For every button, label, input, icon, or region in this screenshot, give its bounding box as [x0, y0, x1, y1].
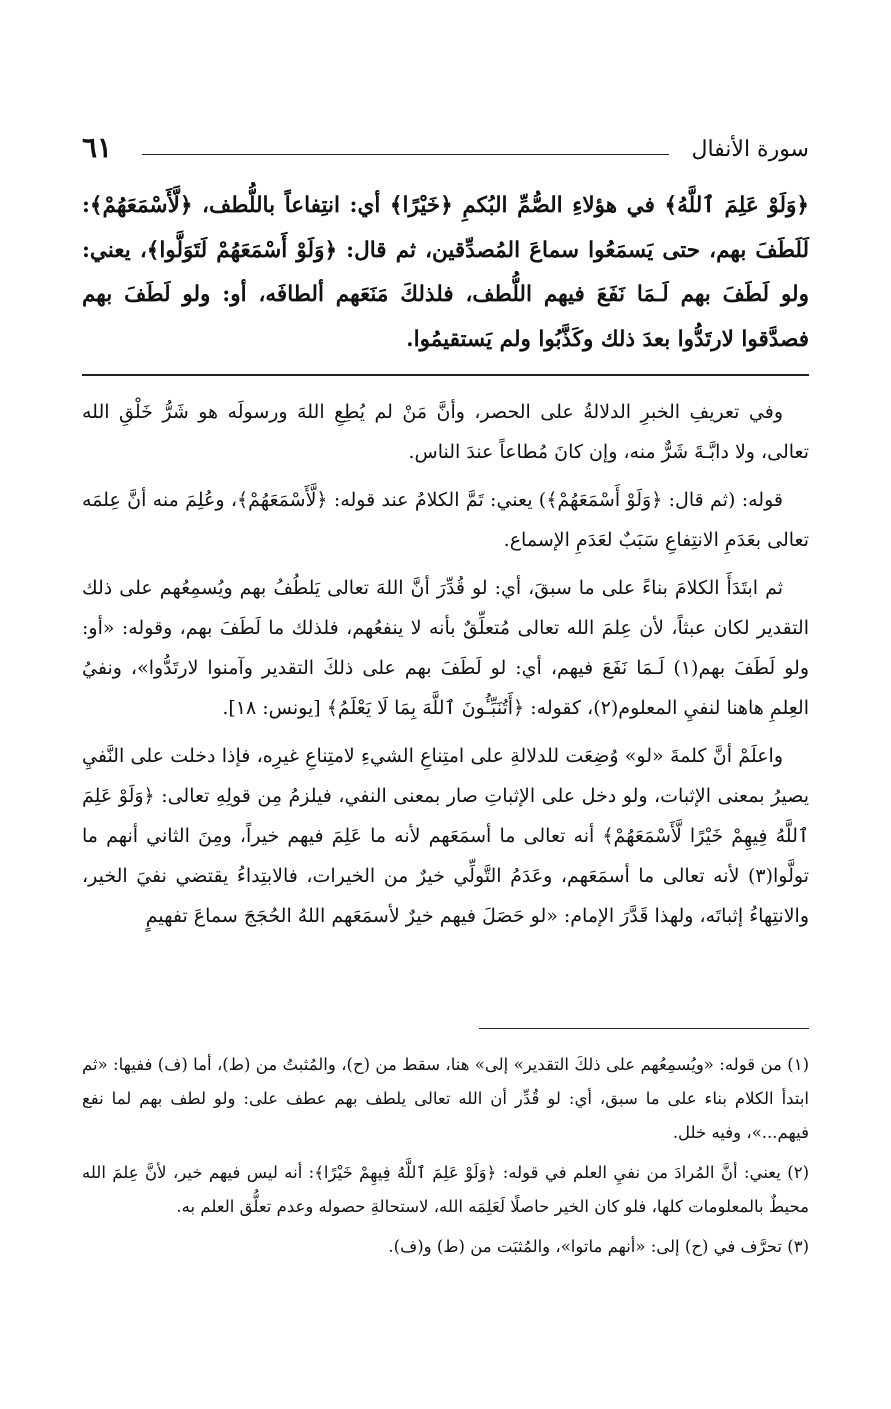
tafsir-text: ﴿وَلَوْ عَلِمَ ٱللَّهُ﴾ في هؤلاءِ الصُّمِّ البُكمِ ﴿خَيْرًا﴾ أي: انتِفاعاً باللُّطف، ﴿لَّأَسْمَعَهُمْ﴾: لَلَطَفَ بهم، حتى يَسمَعُوا سماعَ المُصدِّقين، ثم قال: ﴿وَلَوْ أَسْمَعَهُمْ لَتَوَلَّوا﴾، يعني: ولو لَطَفَ بهم لَـمَا نَفَعَ فيهم اللُّطف، فلذلكَ مَنَعَهم ألطافَه، أو: ولو لَطَفَ بهم فصدَّقوا لارتَدُّوا بعدَ ذلك وكَذَّبُوا ولم يَستقيمُوا. — [82, 193, 809, 352]
commentary-paragraph: ثم ابتَدَأَ الكلامَ بناءً على ما سبقَ، أي: لو قُدِّرَ أنَّ اللهَ تعالى يَلطُفُ بهم ويُسمِعُهم على ذلك التقدير لكان عبثاً، لأن عِلمَ الله تعالى مُتعلِّقٌ بأنه لا ينفعُهم، فلذلك ما لَطَفَ بهم، وقوله: «أو: ولو لَطَفَ بهم(١) لَـمَا نَفَعَ فيهم، أي: لو لَطَفَ بهم على ذلكَ التقدير وآمنوا لارتَدُّوا»، ونفيُ العِلمِ هاهنا لنفيِ المعلوم(٢)، كقوله: ﴿أَتُنَبِّـُٔونَ ٱللَّهَ بِمَا لَا يَعْلَمُ﴾ [يونس: ١٨]. — [82, 577, 809, 719]
footnote-3: (٣) تحرَّف في (ح) إلى: «أنهم ماتوا»، والمُثبَت من (ط) و(ف). — [388, 1237, 809, 1256]
header-rule — [142, 154, 669, 155]
commentary-paragraph: قوله: (ثم قال: ﴿وَلَوْ أَسْمَعَهُمْ﴾) يعني: تَمَّ الكلامُ عند قوله: ﴿لَّأَسْمَعَهُمْ﴾، وعُلِمَ منه أنَّ عِلمَه تعالى بعَدَمِ الانتِفاعِ سَبَبٌ لعَدَمِ الإسماع. — [82, 489, 809, 551]
footnotes — [82, 1048, 809, 1270]
commentary-paragraph: وفي تعريفِ الخبرِ الدلالةُ على الحصر، وأنَّ مَنْ لم يُطِعِ اللهَ ورسولَه هو شَرُّ خَلْقِ الله تعالى، ولا دابَّـةَ شَرٌّ منه، وإن كانَ مُطاعاً عندَ الناس. — [82, 401, 809, 463]
footnote-divider — [479, 1028, 809, 1029]
surah-title: سورة الأنفال — [691, 137, 809, 162]
footnote-2: (٢) يعني: أنَّ المُرادَ من نفيِ العلم في قوله: ﴿وَلَوْ عَلِمَ ٱللَّهُ فِيهِمْ خَيْرًا﴾: أنه ليس فيهم خير، لأنَّ عِلمَ الله محيطٌ بالمعلومات كلها، فلو كان الخير حاصلًا لَعَلِمَه الله، لاستحالةِ حصوله وعدم تعلُّق العلم به. — [82, 1163, 809, 1216]
commentary-paragraph: واعلَمْ أنَّ كلمةَ «لو» وُضِعَت للدلالةِ على امتِناعِ الشيءِ لامتِناعِ غيرِه، فإذا دخلت على النَّفيِ يصيرُ بمعنى الإثبات، ولو دخل على الإثباتِ صار بمعنى النفي، فيلزمُ مِن قولِهِ تعالى: ﴿وَلَوْ عَلِمَ ٱللَّهُ فِيهِمْ خَيْرًا لَّأَسْمَعَهُمْ﴾ أنه تعالى ما أسمَعَهم لأنه ما عَلِمَ فيهم خيراً، ومِنَ الثاني أنهم ما تولَّوا(٣) لأنه تعالى ما أسمَعَهم، وعَدَمُ التَّولِّي خيرٌ من الخيرات، فالابتِداءُ يقتضي نفيَ الخير، والانتِهاءُ إثباتَه، ولهذا قَدَّرَ الإمام: «لو حَصَلَ فيهم خيرٌ لأسمَعَهم اللهُ الحُجَجَ سماعَ تفهيمٍ — [82, 745, 809, 927]
section-divider — [82, 374, 809, 376]
running-header — [82, 132, 809, 172]
page-number: ٦١ — [82, 131, 113, 164]
footnote-1: (١) من قوله: «ويُسمِعُهم على ذلكَ التقدير» إلى» هنا، سقط من (ح)، والمُثبتُ من (ط)، أما (ف) ففيها: «ثم ابتدأ الكلام بناء على ما سبق، أي: لو قُدِّر أن الله تعالى يلطف بهم عطف على: ولو لطف بهم لما نفع فيهم...»، وفيه خلل. — [82, 1055, 809, 1142]
commentary — [82, 392, 809, 944]
